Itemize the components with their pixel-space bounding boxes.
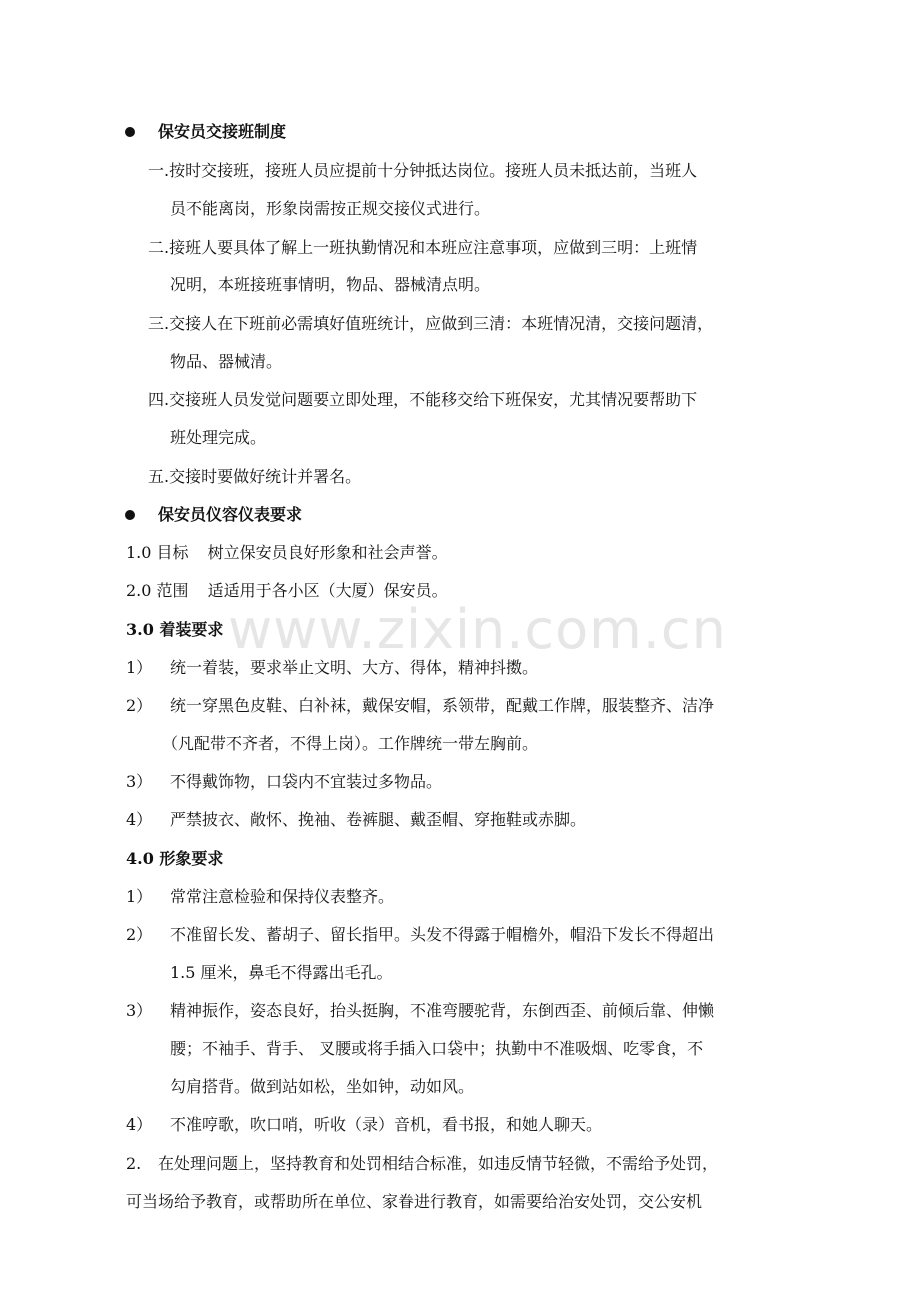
list-item-continuation: 班处理完成。 — [170, 428, 267, 447]
paragraph-continuation: 可当场给予教育，或帮助所在单位、家眷进行教育，如需要给治安处罚，交公安机 — [126, 1192, 703, 1211]
list-item: 三.交接人在下班前必需填好值班统计，应做到三清：本班情况清，交接问题清， — [148, 314, 714, 333]
list-item: 4） 严禁披衣、敞怀、挽袖、卷裤腿、戴歪帽、穿拖鞋或赤脚。 — [126, 810, 587, 829]
list-item: 二.接班人要具体了解上一班执勤情况和本班应注意事项，应做到三明：上班情 — [148, 238, 698, 257]
list-item: 五.交接时要做好统计并署名。 — [148, 467, 362, 486]
list-item: 3） 不得戴饰物，口袋内不宜装过多物品。 — [126, 772, 443, 791]
bullet-icon — [125, 127, 135, 137]
list-item-continuation: 腰；不袖手、背手、 叉腰或将手插入口袋中；执勤中不准吸烟、吃零食，不 — [170, 1039, 704, 1058]
list-item: 2） 统一穿黑色皮鞋、白补袜，戴保安帽，系领带，配戴工作牌，服装整齐、洁净 — [126, 696, 715, 715]
list-item: 1） 常常注意检验和保持仪表整齐。 — [126, 887, 395, 906]
list-item-continuation: 1.5 厘米，鼻毛不得露出毛孔。 — [170, 963, 393, 982]
subsection-title-image: 4.0 形象要求 — [126, 849, 224, 868]
list-item: 2） 不准留长发、蓄胡子、留长指甲。头发不得露于帽檐外，帽沿下发长不得超出 — [126, 925, 715, 944]
bullet-icon — [125, 510, 135, 520]
paragraph: 2. 在处理问题上，坚持教育和处罚相结合标准，如违反情节轻微，不需给予处罚， — [126, 1154, 719, 1173]
list-item: 四.交接班人员发觉问题要立即处理，不能移交给下班保安，尤其情况要帮助下 — [148, 390, 698, 409]
scope-line: 2.0 范围 适适用于各小区（大厦）保安员。 — [126, 581, 448, 600]
list-item-continuation: 物品、器械清。 — [170, 352, 283, 371]
subsection-title-dress: 3.0 着装要求 — [126, 620, 224, 639]
list-item-continuation: 况明，本班接班事情明，物品、器械清点明。 — [170, 275, 491, 294]
list-item: 一.按时交接班，接班人员应提前十分钟抵达岗位。接班人员未抵达前，当班人 — [148, 161, 698, 180]
list-item: 3） 精神振作，姿态良好，抬头挺胸，不准弯腰驼背，东倒西歪、前倾后靠、伸懒 — [126, 1001, 715, 1020]
section-heading-shift-handover: 保安员交接班制度 — [158, 121, 286, 143]
list-item: 4） 不准哼歌，吹口哨，听收（录）音机，看书报，和她人聊天。 — [126, 1115, 603, 1134]
list-item: 1） 统一着装，要求举止文明、大方、得体，精神抖擞。 — [126, 658, 539, 677]
watermark: www.zixin.com.cn — [228, 598, 727, 661]
goal-line: 1.0 目标 树立保安员良好形象和社会声誉。 — [126, 543, 448, 562]
list-item-continuation: 勾肩搭背。做到站如松，坐如钟，动如风。 — [170, 1077, 475, 1096]
list-item-continuation: 员不能离岗，形象岗需按正规交接仪式进行。 — [170, 199, 491, 218]
list-item-continuation: （凡配带不齐者，不得上岗）。工作牌统一带左胸前。 — [162, 734, 539, 753]
section-heading-appearance: 保安员仪容仪表要求 — [158, 504, 302, 526]
